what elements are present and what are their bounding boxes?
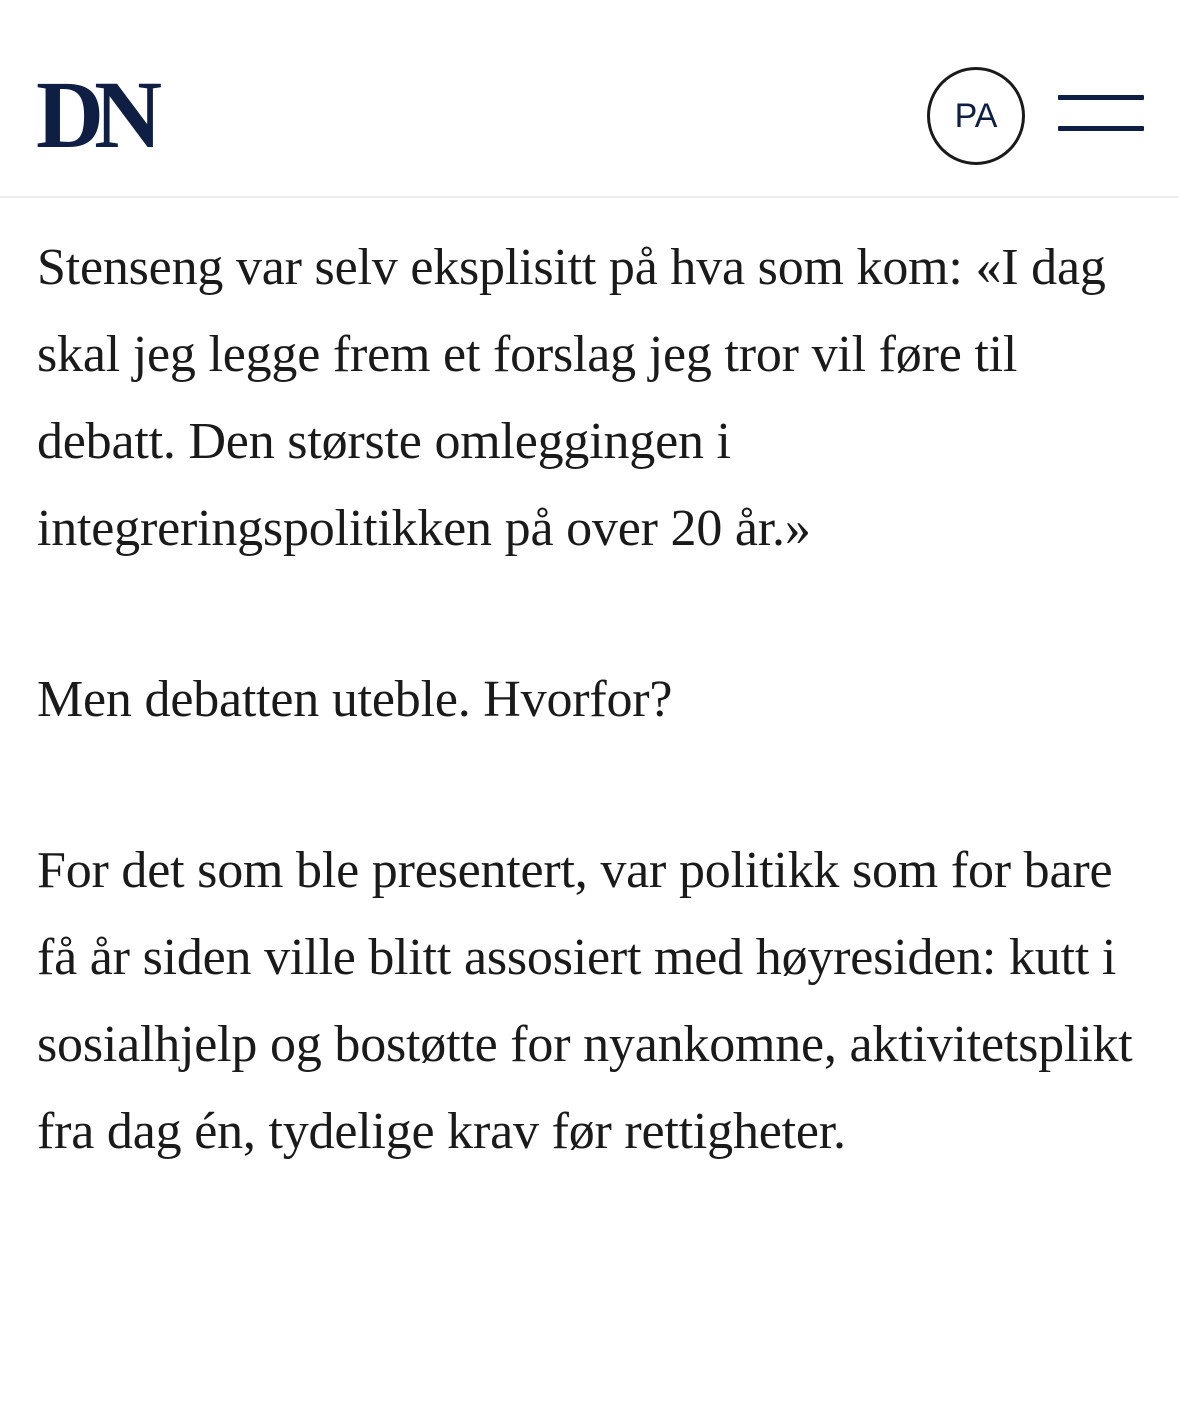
dn-logo[interactable]: DN (36, 61, 153, 168)
hamburger-menu-icon[interactable] (1058, 95, 1144, 135)
article-paragraph: Men debatten uteble. Hvorfor? (37, 671, 673, 728)
article-paragraph: Stenseng var selv eksplisitt på hva som kom: «I dag skal jeg legge frem et forslag jeg tror vil føre til debatt. Den største omleggingen i integreringspolitikken på over 20 år.» (37, 239, 1106, 557)
article-paragraph: For det som ble presentert, var politikk som for bare få år siden ville blitt assosiert med høyresiden: kutt i sosialhjelp og bostøtte for nyankomne, aktivitetsplikt fra dag én, tydelige krav før rettigheter. (37, 842, 1133, 1160)
site-header (0, 0, 1179, 198)
menu-bar-bottom (1058, 126, 1144, 131)
article-body (37, 224, 1147, 1175)
menu-bar-top (1058, 95, 1144, 100)
user-avatar-button[interactable]: PA (927, 67, 1025, 165)
